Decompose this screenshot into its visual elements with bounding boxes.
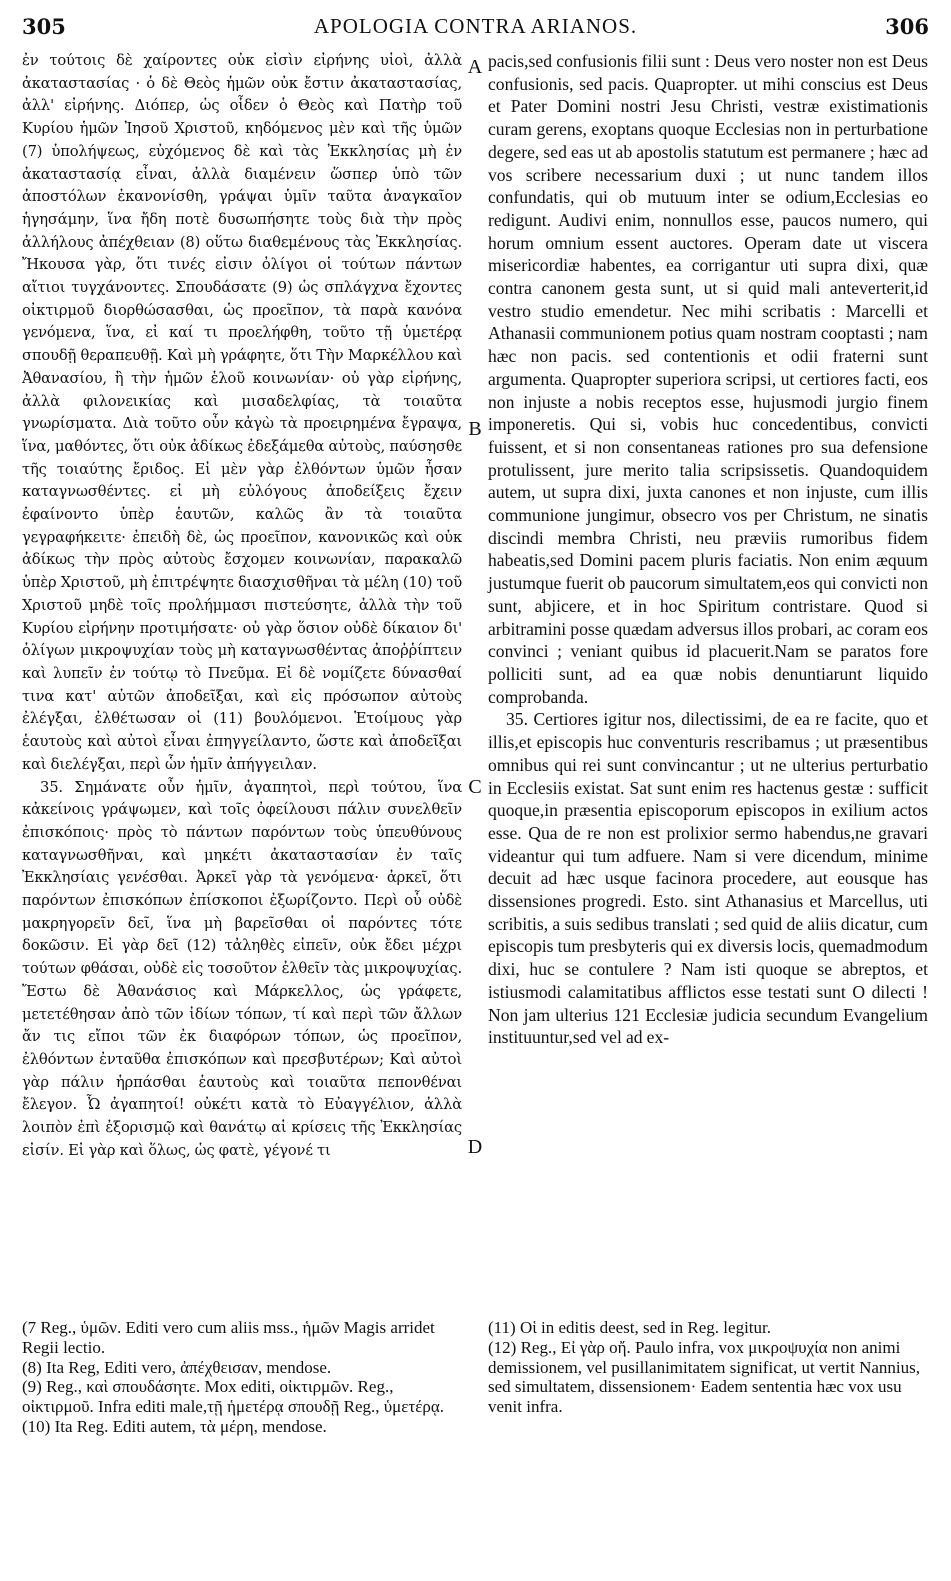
footnote-12: (12) Reg., Εἰ γὰρ οἤ. Paulo infra, vox μικροψυχία non animi demissionem, vel pusillanimitatem significat, ut vertit Nannius, sed simultatem, dissensionem· Eadem sententia hæc vox usu venit infra.: [488, 1337, 921, 1417]
running-header: [22, 14, 929, 46]
latin-column: [488, 50, 928, 1049]
footnote-8: (8) Ita Reg, Editi vero, ἀπέχθεισαν, mendose.: [22, 1357, 332, 1377]
greek-column: [22, 50, 462, 1162]
latin-paragraph-1: pacis,sed confusionis filii sunt : Deus vero noster non est Deus confusionis, sed pacis. Quapropter. ut mihi conscius est Deus et Pater Domini nostri Jesu Christi, vestræ existimationis curam gerens, exoptans quoque Ecclesias non in perturbatione degere, sed eas ut ab apostolis statutum est permanere ; hæc ad vos scribere necessarium duxi ; ut nunc tandem illos confundatis, qui ob mutuum inter se odium,Ecclesias eo redigunt. Audivi enim, nonnullos esse, paucos numero, qui horum omnium essent auctores. Operam date ut viscera misericordiæ habentes, ea corrigantur uti supra dixi, quæ contra canonem gesta sunt, ut si quid mali anteverterit,id vestro studio emendetur. Nec mihi scribatis : Marcelli et Athanasii communionem potius quam nostram cooptasti ; nam hæc non pacis. sed contentionis et odii fraterni sunt argumenta. Quapropter superiora scripsi, ut certiores facti, eos non injuste a nobis receptos esse, hujusmodi jurgio finem imponeretis. Qui si, vobis huc concedentibus, convicti fuissent, et si non consentaneas rationes pro sua defensione protulissent, jure merito talia scripsissetis. Quandoquidem autem, ut supra dixi, juxta canones et non injuste, cum illis communione jungimur, obsecro vos per Christum, ne sinatis discindi membra Christi, neu præviis rumoribus fidem habeatis,sed Domini pacem pluris faciatis. Non enim æquum justumque fuerit ob paucorum simultatem,eos qui convicti non sunt, abjicere, et in hoc Spiritum contristare. Quod si arbitramini posse quædam adversus illos probari, ac coram eos convinci ; veniant quibus id placuerit.Nam se paratos fore polliciti sunt, ad ea quæ nobis denuntiarunt liquido comprobanda.: [488, 51, 928, 707]
greek-paragraph-35: 35. Σημάνατε οὖν ἡμῖν, ἀγαπητοὶ, περὶ τούτου, ἵνα κἀκείνοις γράψωμεν, καὶ τοῖς ὀφείλουσι πάλιν συνελθεῖν ἐπισκόποις· πρὸς τὸ πάντων παρόντων τοὺς ὑπευθύνους καταγνωσθῆναι, καὶ μηκέτι ἀκαταστασίαν ἐν ταῖς Ἐκκλησίαις γενέσθαι. Ἀρκεῖ γὰρ τὰ γενόμενα· ἀρκεῖ, ὅτι παρόντων ἐπισκόπων ἐπίσκοποι ἐξωρίζοντο. Περὶ οὗ οὐδὲ μακρηγορεῖν δεῖ, ἵνα μὴ βαρεῖσθαι οἱ παρόντες τότε δοκῶσιν. Εἰ γὰρ δεῖ (12) τἀληθὲς εἰπεῖν, οὐκ ἔδει μέχρι τούτων φθάσαι, οὐδὲ εἰς τοσοῦτον ἐλθεῖν τὰς μικροψυχίας. Ἔστω δὲ Ἀθανάσιος καὶ Μάρκελλος, ὡς γράφετε, μετετέθησαν ἀπὸ τῶν ἰδίων τόπων, τί καὶ περὶ τῶν ἄλλων ἄν τις εἴποι τῶν ἐκ διαφόρων τόπων, ὡς προεῖπον, ἐλθόντων ἐνταῦθα ἐπισκόπων καὶ πρεσβυτέρων; Καὶ αὐτοὶ γὰρ πάλιν ἡρπάσθαι ἑαυτοὺς καὶ τοιαῦτα πεπονθέναι ἔλεγον. Ὦ ἀγαπητοί! οὐκέτι κατὰ τὸ Εὐαγγέλιον, ἀλλὰ λοιπὸν ἐπὶ ἐξορισμῷ καὶ θανάτῳ αἱ κρίσεις τῆς Ἐκκλησίας εἰσίν. Εἰ γὰρ καὶ ὅλως, ὡς φατὲ, γέγονέ τι: [22, 778, 462, 1159]
margin-marker-a: A: [467, 56, 483, 78]
margin-marker-c: C: [468, 776, 482, 798]
footnote-9: (9) Reg., καὶ σπουδάσητε. Mox editi, οἰκτιρμῶν. Reg., οἰκτιρμοῦ. Infra editi male,τῇ ἡμετέρᾳ σπουδῇ Reg., ὑμετέρᾳ.: [22, 1377, 445, 1417]
latin-paragraph-35: 35. Certiores igitur nos, dilectissimi, de ea re facite, quo et illis,et episcopis huc conventuris rescribamus ; ut præsentibus omnibus qui rei sunt convincantur ; ut ne ulterius perturbatio in Ecclesiis existat. Sat sunt enim res hactenus gestæ : sufficit quoque,in præsentia episcoporum episcopos in exilium actos esse. Qua de re non est prolixior sermo habendus,ne gravari videantur qui tum adfuere. Nam si vere dicendum, minime decuit ad hæc usque facinora procedere, aut eousque has dissensiones progredi. Esto. sint Athanasius et Marcellus, uti scribitis, a suis sedibus translati ; sed quid de aliis dicatur, cum episcopis tum presbyteris qui ex diversis locis, quemadmodum dixi, huc se contulere ? Nam isti quoque se abreptos, et istiusmodi calamitatibus afflictos esse testati sunt O dilecti ! Non jam ulterius 121 Ecclesiæ judicia secundum Evangelium instituuntur,sed vel ad ex-: [488, 709, 928, 1048]
page-number-right: 306: [885, 14, 929, 39]
margin-marker-b: B: [468, 418, 482, 440]
page-number-left: 305: [22, 14, 66, 39]
greek-paragraph-1: ἐν τούτοις δὲ χαίροντες οὐκ εἰσὶν εἰρήνης υἱοὶ, ἀλλὰ ἀκαταστασίας · ὁ δὲ Θεὸς ἡμῶν οὐκ ἔστιν ἀκαταστασίας, ἀλλ' εἰρήνης. Διόπερ, ὡς οἶδεν ὁ Θεὸς καὶ Πατὴρ τοῦ Κυρίου ἡμῶν Ἰησοῦ Χριστοῦ, κηδόμενος μὲν καὶ τῆς ὑμῶν (7) ὑπολήψεως, εὐχόμενος δὲ καὶ τὰς Ἐκκλησίας μὴ ἐν ἀκαταστασίᾳ εἶναι, ἀλλὰ διαμένειν ὥσπερ ὑπὸ τῶν ἀποστόλων ἐκανονίσθη, γράψαι ὑμῖν ταῦτα ἀναγκαῖον ἡγησάμην, ἵνα ἤδη ποτὲ δυσωπήσητε τοὺς διὰ τὴν πρὸς ἀλλήλους ἀπέχθειαν (8) οὕτω διαθεμένους τὰς Ἐκκλησίας. Ἤκουσα γὰρ, ὅτι τινές εἰσιν ὀλίγοι οἱ τούτων πάντων αἴτιοι τυγχάνοντες. Σπουδάσατε (9) ὡς σπλάγχνα ἔχοντες οἰκτιρμοῦ διορθώσασθαι, ὡς προεῖπον, τὰ παρὰ κανόνα γενόμενα, ἵνα, εἰ καί τι προελήφθη, τοῦτο τῇ ὑμετέρᾳ σπουδῇ θεραπευθῇ. Καὶ μὴ γράφητε, ὅτι Τὴν Μαρκέλλου καὶ Ἀθανασίου, ἢ τὴν ἡμῶν ἑλοῦ κοινωνίαν· οὐ γὰρ εἰρήνης, ἀλλὰ φιλονεικίας καὶ μισαδελφίας, τὰ τοιαῦτα γνωρίσματα. Διὰ τοῦτο οὖν κἀγὼ τὰ προειρημένα ἔγραψα, ἵνα, μαθόντες, ὅτι οὐκ ἀδίκως ἐδεξάμεθα αὐτοὺς, παύσησθε τῆς τοιαύτης ἔριδος. Εἰ μὲν γὰρ ἐλθόντων ὑμῶν ἦσαν καταγνωσθέντες. εἰ μὴ εὐλόγους ἀποδείξεις ἔχειν ἐφαίνοντο ὑπὲρ ἑαυτῶν, καλῶς ἂν τὰ τοιαῦτα γεγραφήκειτε· ἐπειδὴ δὲ, ὡς προεῖπον, κανονικῶς καὶ οὐκ ἀδίκως τὴν πρὸς αὐτοὺς ἔσχομεν κοινωνίαν, παρακαλῶ ὑπὲρ Χριστοῦ, μὴ ἐπιτρέψητε διασχισθῆναι τὰ μέλη (10) τοῦ Χριστοῦ μηδὲ τοῖς προλήμμασι πιστεύσητε, ἀλλὰ τὴν τοῦ Κυρίου εἰρήνην προτιμήσατε· οὐ γὰρ ὅσιον οὐδὲ δίκαιον δι' ὀλίγων μικροψυχίαν τοὺς μὴ καταγνωσθέντας ἀποῤῥίπτειν καὶ λυπεῖν ἐν τούτῳ τὸ Πνεῦμα. Εἰ δὲ νομίζετε δύνασθαί τινα κατ' αὐτῶν ἀποδεῖξαι, καὶ εἰς πρόσωπον αὐτοὺς ἐλέγξαι, ἐλθέτωσαν οἱ (11) βουλόμενοι. Ἑτοίμους γὰρ ἑαυτοὺς καὶ αὐτοὶ εἶναι ἐπηγγείλαντο, ὥστε καὶ ἀποδεῖξαι καὶ διελέγξαι, περὶ ὧν ἡμῖν ἀπήγγειλαν.: [22, 52, 462, 773]
margin-marker-d: D: [467, 1136, 483, 1158]
footnotes-right: [488, 1318, 928, 1417]
footnote-10: (10) Ita Reg. Editi autem, τὰ μέρη, mendose.: [22, 1416, 327, 1436]
footnote-11: (11) Οἱ in editis deest, sed in Reg. legitur.: [488, 1318, 771, 1337]
running-title: APOLOGIA CONTRA ARIANOS.: [313, 14, 638, 38]
footnote-7: (7 Reg., ὑμῶν. Editi vero cum aliis mss., ἡμῶν Magis arridet Regii lectio.: [22, 1318, 435, 1357]
footnotes-left: [22, 1318, 462, 1437]
